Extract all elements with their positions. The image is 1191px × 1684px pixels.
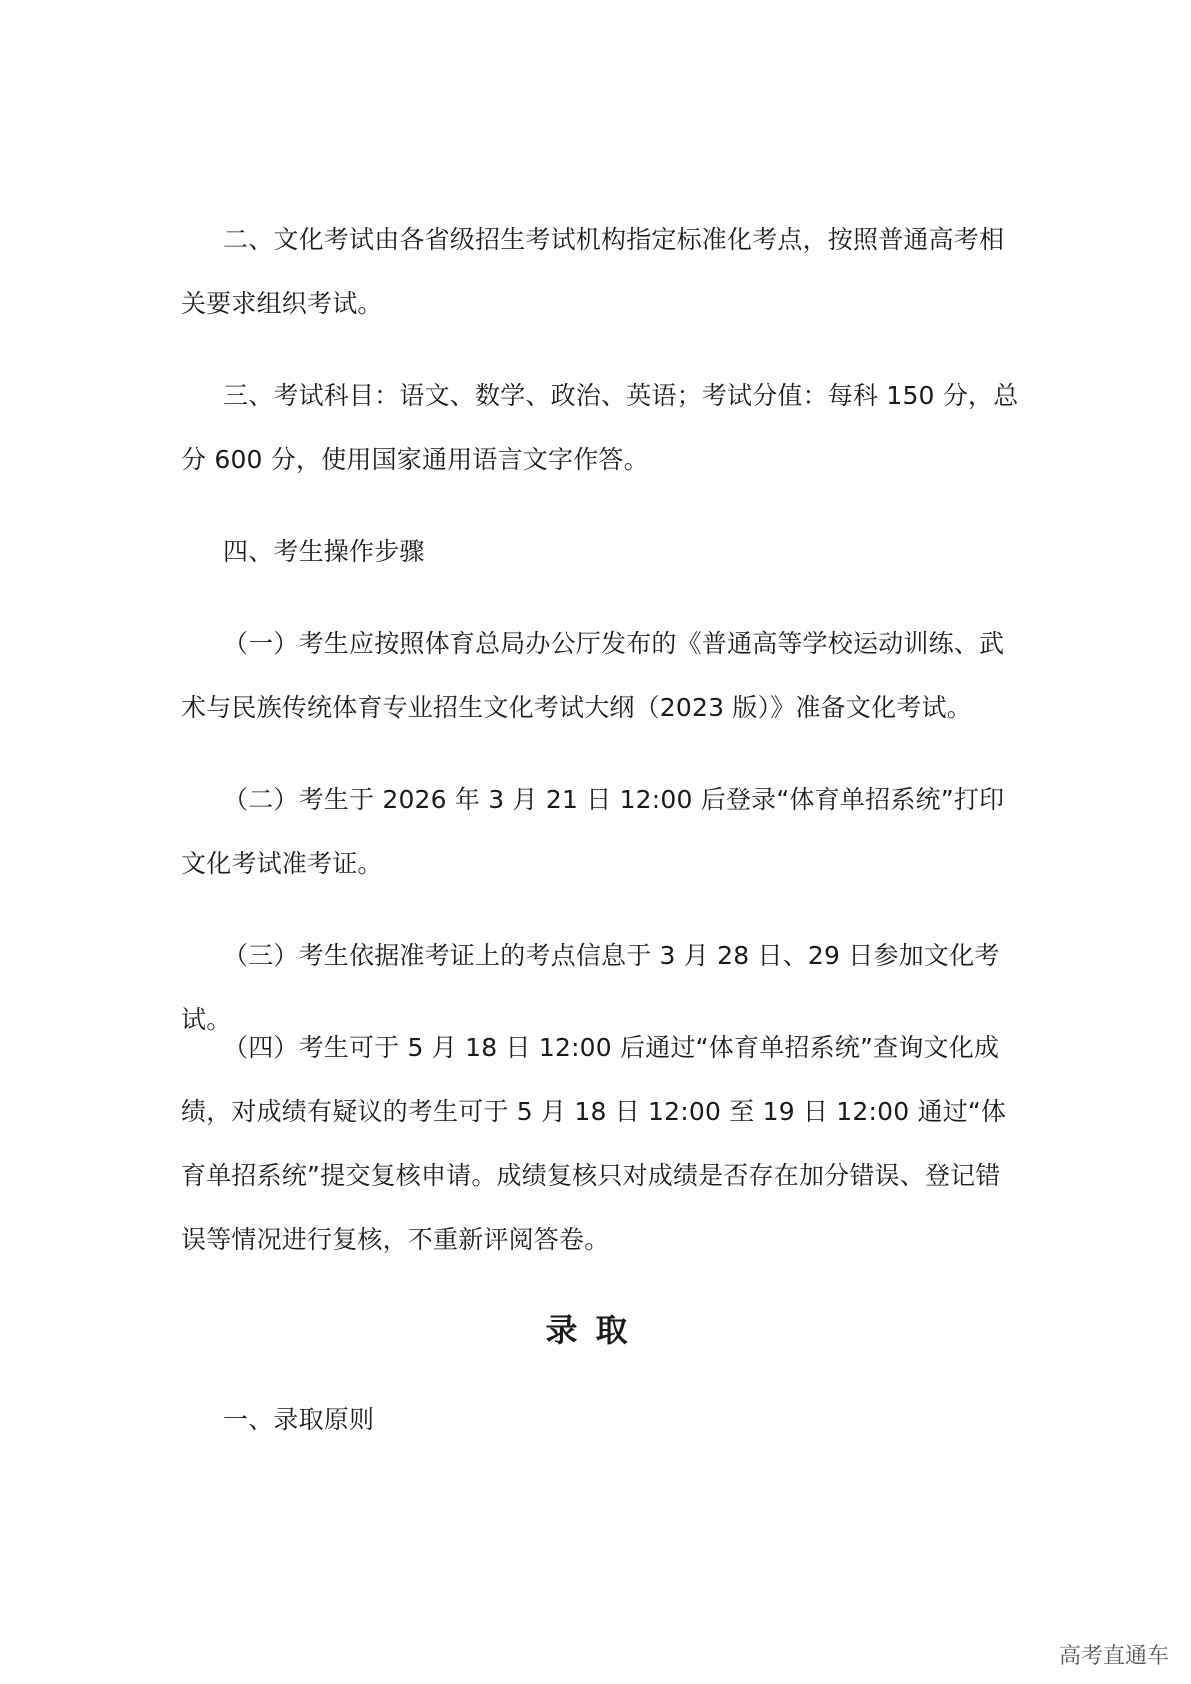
paragraph-steps-heading: 四、考生操作步骤	[223, 537, 425, 566]
section-title-admission: 录取	[545, 1311, 646, 1349]
paragraph-step-1: （一）考生应按照体育总局办公厅发布的《普通高等学校运动训练、武术与民族传统体育专业招生文化考试大纲（2023 版）》准备文化考试。	[181, 629, 1005, 722]
paragraph-step-3: （三）考生依据准考证上的考点信息于 3 月 28 日、29 日参加文化考试。	[181, 941, 1000, 1034]
paragraph-step-4: （四）考生可于 5 月 18 日 12:00 后通过“体育单招系统”查询文化成绩，对成绩有疑议的考生可于 5 月 18 日 12:00 至 19 日 12:00 通过“体育单招系统”提交复核申请。成绩复核只对成绩是否存在加分错误、登记错误等情况进行复核，不重新评阅答卷。	[181, 1033, 1007, 1254]
paragraph-admission-principle: 一、录取原则	[223, 1405, 375, 1434]
paragraph-exam-subjects: 三、考试科目：语文、数学、政治、英语；考试分值：每科 150 分，总分 600 分，使用国家通用语言文字作答。	[181, 381, 1019, 474]
paragraph-exam-location: 二、文化考试由各省级招生考试机构指定标准化考点，按照普通高考相关要求组织考试。	[181, 225, 1005, 318]
paragraph-step-2: （二）考生于 2026 年 3 月 21 日 12:00 后登录“体育单招系统”打印文化考试准考证。	[181, 785, 1005, 878]
watermark: 高考直通车	[1058, 1644, 1169, 1669]
